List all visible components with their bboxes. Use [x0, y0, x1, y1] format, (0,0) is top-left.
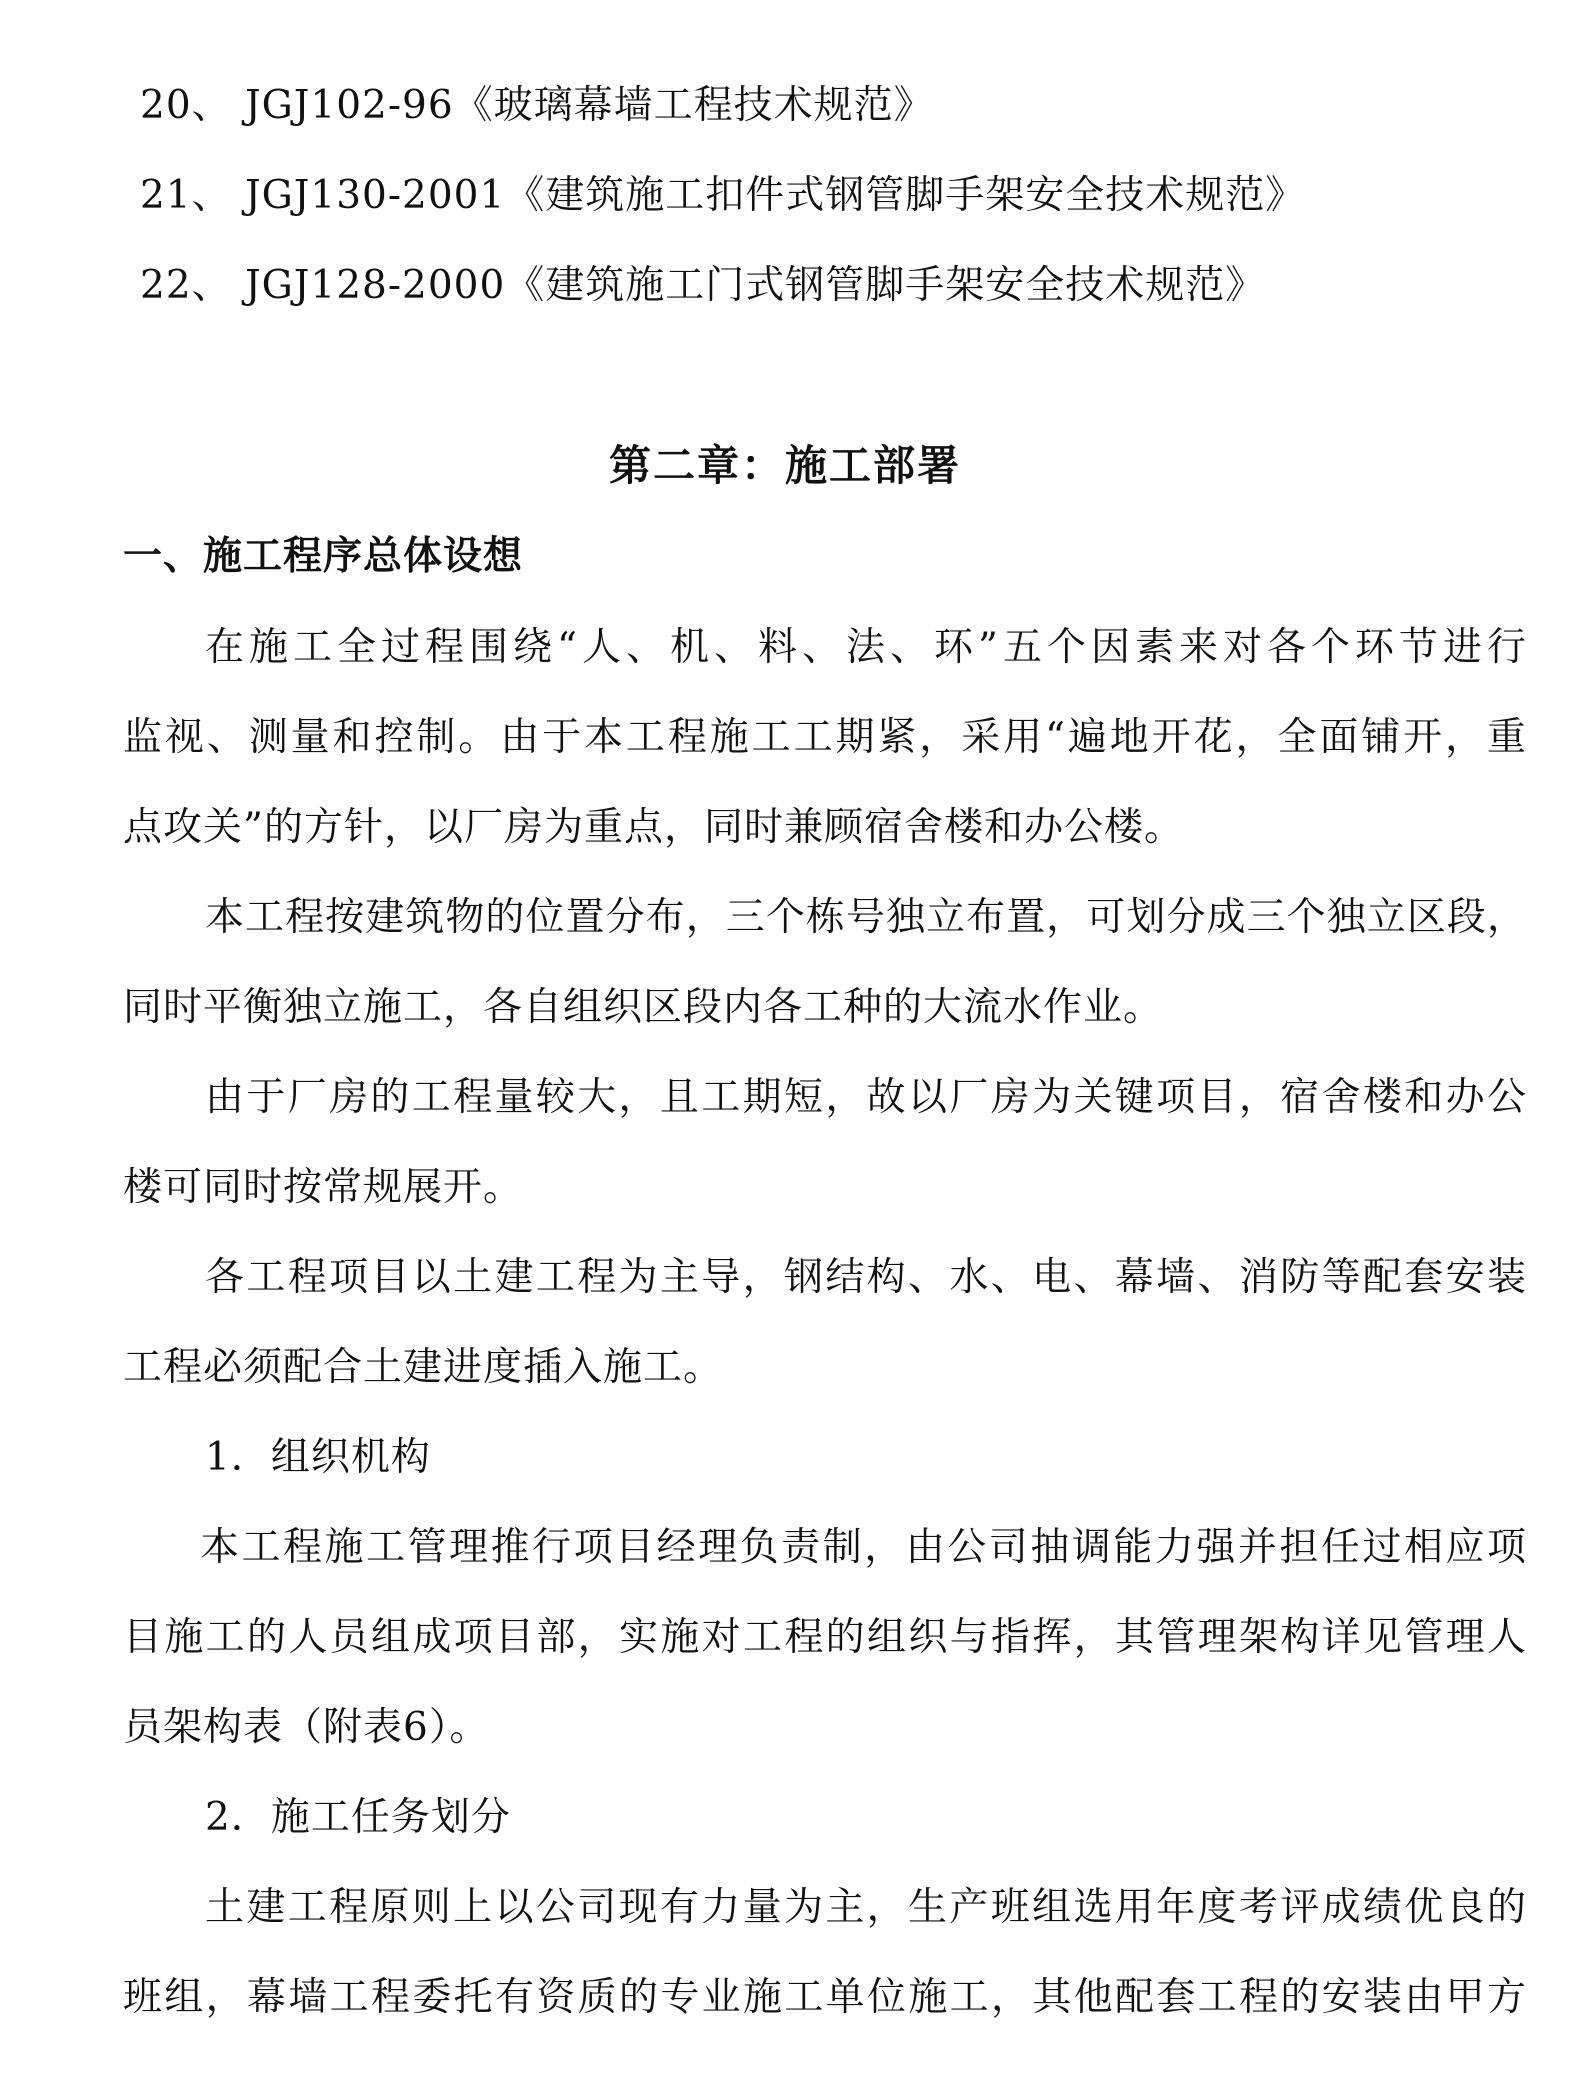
paragraph-line: 楼可同时按常规展开。	[123, 1165, 524, 1210]
standard-number: 22、	[140, 263, 232, 308]
paragraph-line: 同时平衡独立施工，各自组织区段内各工种的大流水作业。	[123, 985, 1164, 1030]
paragraph-line: 土建工程原则上以公司现有力量为主，生产班组选用年度考评成绩优良的	[205, 1885, 1527, 1930]
paragraph-line: 本工程施工管理推行项目经理负责制，由公司抽调能力强并担任过相应项	[200, 1525, 1527, 1570]
subsection-title: 1．组织机构	[205, 1435, 431, 1480]
section-title: 一、施工程序总体设想	[123, 533, 524, 579]
subsection-title: 2．施工任务划分	[205, 1795, 511, 1840]
paragraph-line: 员架构表（附表6）。	[123, 1705, 490, 1750]
paragraph-line: 工程必须配合土建进度插入施工。	[123, 1345, 724, 1390]
paragraph-line: 班组，幕墙工程委托有资质的专业施工单位施工，其他配套工程的安装由甲方	[123, 1975, 1527, 2020]
chapter-title: 第二章：施工部署	[608, 441, 961, 490]
paragraph-line: 在施工全过程围绕“人、机、料、法、环”五个因素来对各个环节进行	[205, 625, 1527, 670]
paragraph-line: 目施工的人员组成项目部，实施对工程的组织与指挥，其管理架构详见管理人	[123, 1615, 1527, 1660]
standard-title: JGJ128-2000《建筑施工门式钢管脚手架安全技术规范》	[245, 263, 1266, 308]
standard-number: 21、	[140, 173, 232, 218]
standard-number: 20、	[140, 83, 232, 128]
paragraph-line: 监视、测量和控制。由于本工程施工工期紧，采用“遍地开花，全面铺开，重	[123, 715, 1527, 760]
standard-title: JGJ130-2001《建筑施工扣件式钢管脚手架安全技术规范》	[245, 173, 1306, 218]
paragraph-line: 点攻关”的方针，以厂房为重点，同时兼顾宿舍楼和办公楼。	[123, 805, 1184, 850]
paragraph-line: 各工程项目以土建工程为主导，钢结构、水、电、幕墙、消防等配套安装	[205, 1255, 1527, 1300]
standard-title: JGJ102-96《玻璃幕墙工程技术规范》	[245, 83, 934, 128]
paragraph-line: 由于厂房的工程量较大，且工期短，故以厂房为关键项目，宿舍楼和办公	[205, 1075, 1527, 1120]
paragraph-line: 本工程按建筑物的位置分布，三个栋号独立布置，可划分成三个独立区段，	[205, 895, 1527, 940]
